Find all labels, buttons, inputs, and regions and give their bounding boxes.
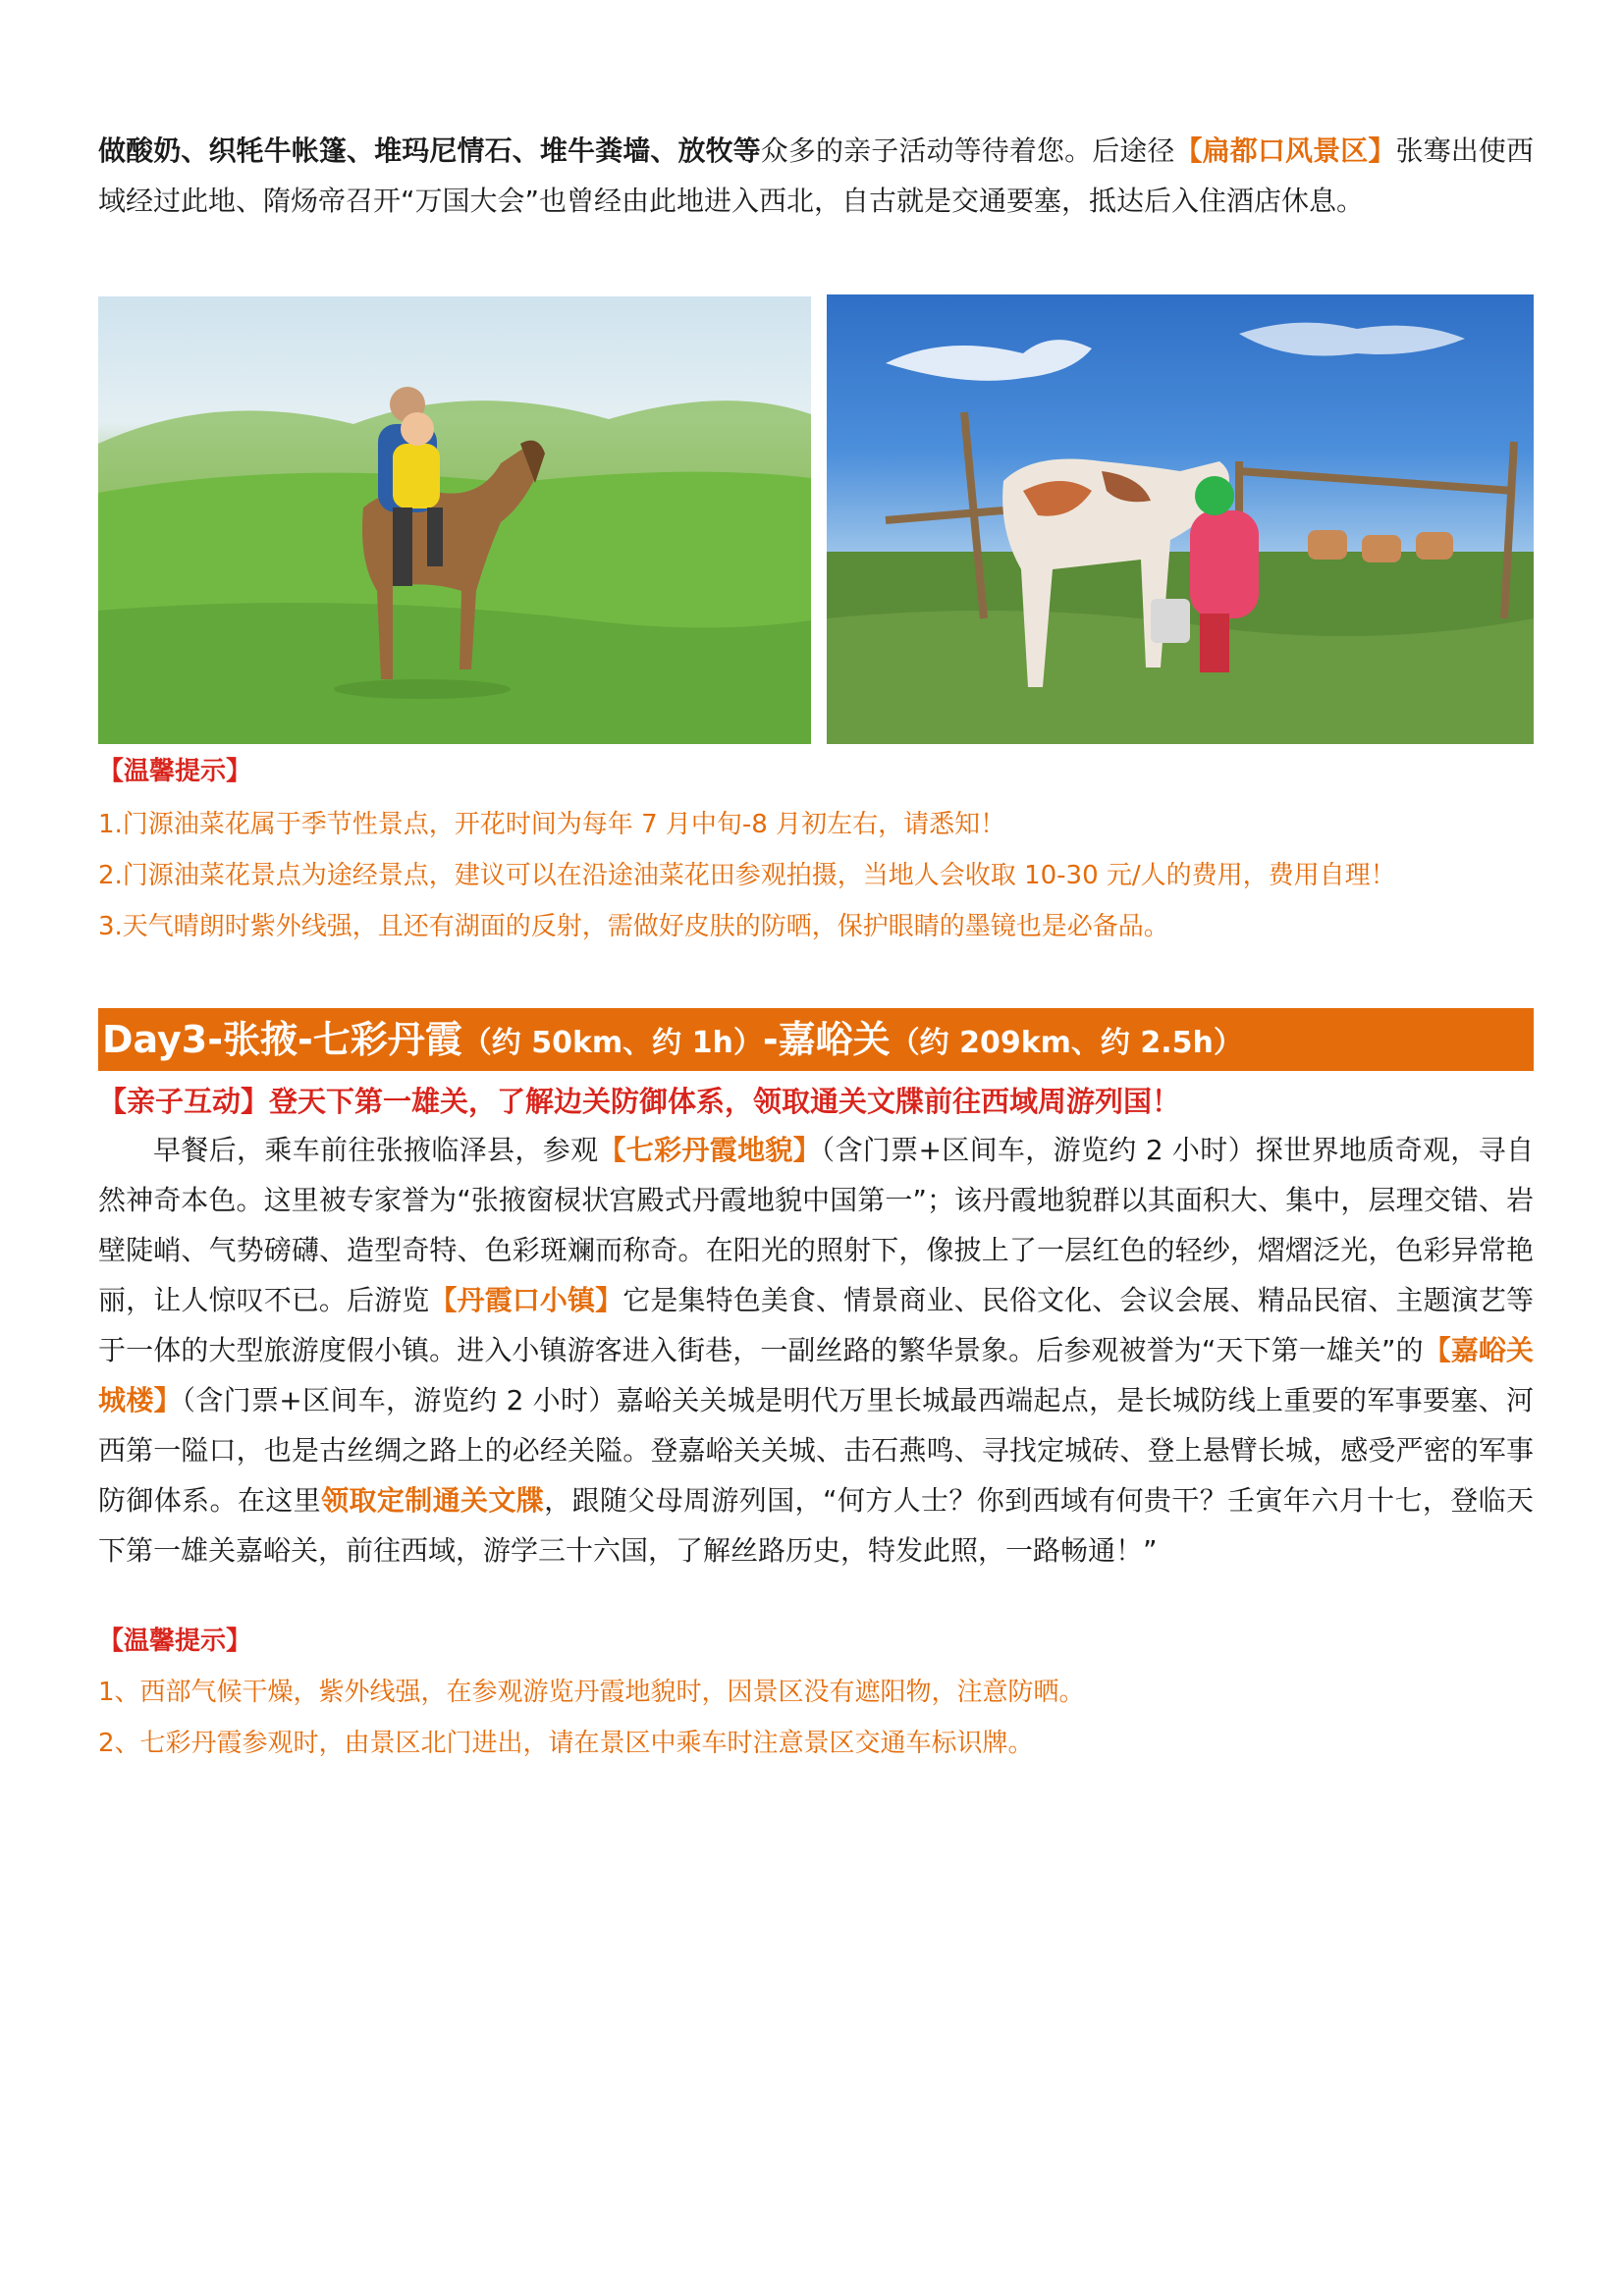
day3-highlight-town: 【丹霞口小镇】	[429, 1284, 623, 1316]
day3-family-interaction: 【亲子互动】登天下第一雄关，了解边关防御体系，领取通关文牒前往西域周游列国！	[98, 1085, 1181, 1118]
day3-highlight-pass: 领取定制通关文牒	[321, 1484, 545, 1517]
day3-title	[102, 1014, 1243, 1069]
day3-header-bar	[98, 1008, 1534, 1071]
day3-text-5: ，跟随父母周游列国，“何方人士？你到西域有何贵干？壬寅年六月十七，登临天下第一雄关嘉峪关，前往西域，游学三十六国，了解丝路历史，特发此照，一路畅通！”	[98, 1484, 1534, 1567]
day3-text-3: 它是集特色美食、情景商业、民俗文化、会议会展、精品民宿、主题演艺等于一体的大型旅游度假小镇。进入小镇游客进入街巷，一副丝路的繁华景象。后参观被誉为“天下第一雄关”的	[98, 1284, 1534, 1366]
intro-highlight-biandukou: 【扁都口风景区】	[1174, 134, 1396, 167]
day3-highlight-danxia: 【七彩丹霞地貌】	[598, 1134, 822, 1166]
milking-cow-illustration	[827, 294, 1534, 744]
milking-cow-photo	[827, 294, 1534, 744]
day3-highlight-jiayuguan: 【嘉峪关城楼】	[98, 1334, 1534, 1416]
day3-text-1: 早餐后，乘车前往张掖临泽县，参观	[153, 1134, 599, 1166]
tips1-item-3: 3.天气晴朗时紫外线强，且还有湖面的反射，需做好皮肤的防晒，保护眼睛的墨镜也是必备品。	[98, 912, 1169, 941]
intro-text-2: 张骞出使西域经过此地、隋炀帝召开“万国大会”也曾经由此地进入西北，自古就是交通要塞，抵达后入住酒店休息。	[98, 134, 1534, 217]
tips1-title: 【温馨提示】	[98, 757, 252, 786]
tips2-title: 【温馨提示】	[98, 1627, 252, 1656]
tips1-item-2: 2.门源油菜花景点为途经景点，建议可以在沿途油菜花田参观拍摄，当地人会收取 10-30 元/人的费用，费用自理！	[98, 861, 1396, 890]
day3-title-distance-b: （约 209km、约 2.5h）	[890, 1026, 1243, 1060]
day3-text-2: （含门票+区间车，游览约 2 小时）探世界地质奇观，寻自然神奇本色。这里被专家誉为“张掖窗棂状宫殿式丹霞地貌中国第一”；该丹霞地貌群以其面积大、集中，层理交错、岩壁陡峭、气势磅礴、造型奇特、色彩斑斓而称奇。在阳光的照射下，像披上了一层红色的轻纱，熠熠泛光，色彩异常艳丽，让人惊叹不已。后游览	[98, 1134, 1534, 1316]
tips1-item-1: 1.门源油菜花属于季节性景点，开花时间为每年 7 月中旬-8 月初左右，请悉知！	[98, 810, 1006, 839]
day3-title-distance-a: （约 50km、约 1h）	[461, 1026, 763, 1060]
tips2-item-1: 1、西部气候干燥，紫外线强，在参观游览丹霞地貌时，因景区没有遮阳物，注意防晒。	[98, 1678, 1085, 1707]
intro-text-1: 众多的亲子活动等待着您。后途径	[760, 134, 1175, 167]
day3-body-paragraph	[98, 1125, 1534, 1575]
day3-title-route-b: -嘉峪关	[762, 1018, 891, 1061]
horse-riding-illustration	[98, 296, 811, 744]
intro-paragraph	[98, 126, 1534, 226]
day3-text-4: （含门票+区间车，游览约 2 小时）嘉峪关关城是明代万里长城最西端起点，是长城防线上重要的军事要塞、河西第一隘口，也是古丝绸之路上的必经关隘。登嘉峪关关城、击石燕鸣、寻找定城砖、登上悬臂长城，感受严密的军事防御体系。在这里	[98, 1384, 1534, 1517]
intro-bold-activities: 做酸奶、织牦牛帐篷、堆玛尼情石、堆牛粪墙、放牧等	[98, 134, 761, 167]
tips2-item-2: 2、七彩丹霞参观时，由景区北门进出，请在景区中乘车时注意景区交通车标识牌。	[98, 1729, 1034, 1758]
day3-title-route-a: Day3-张掖-七彩丹霞	[102, 1018, 462, 1061]
horse-riding-photo	[98, 296, 811, 744]
